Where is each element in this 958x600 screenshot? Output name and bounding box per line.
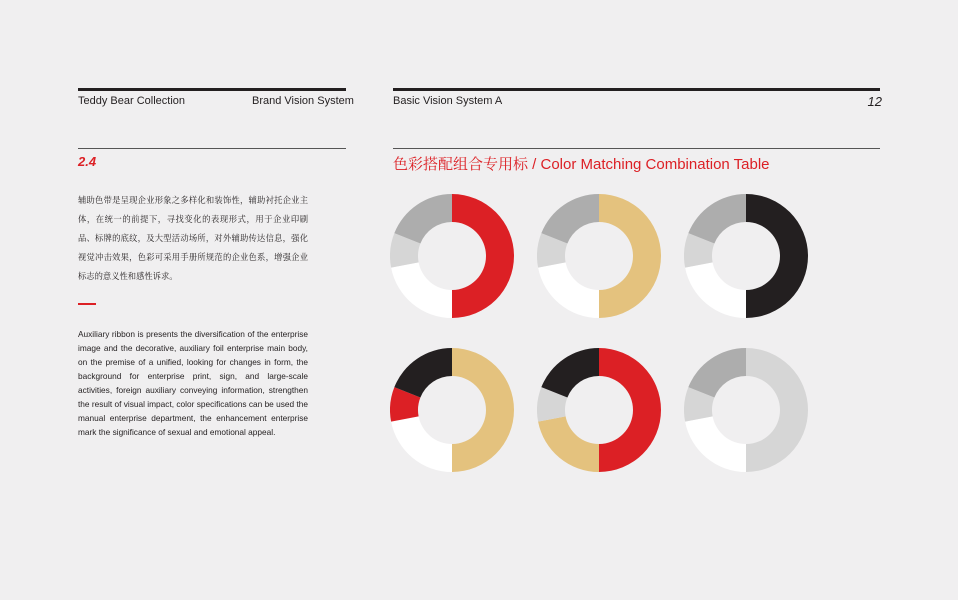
- donut-6-slice-white: [685, 416, 746, 472]
- donut-5-slice-gold: [538, 416, 599, 472]
- donut-2: [537, 194, 661, 318]
- donut-4-slice-gold: [452, 348, 514, 472]
- page-number: 12: [867, 94, 882, 109]
- donut-6-slice-gray_light: [746, 348, 808, 472]
- donut-3-slice-gray_dark: [688, 194, 746, 243]
- donut-1: [390, 194, 514, 318]
- chinese-description: 辅助色带是呈现企业形象之多样化和装饰性，辅助衬托企业主体，在统一的前提下，寻找变化的表现形式，用于企业印刷品、标牌的底纹，及大型活动场所，对外辅助传达信息，强化视觉冲击效果，色彩可采用手册所规范的企业色系，增强企业标志的意义性和感性诉求。: [78, 195, 308, 281]
- section-rule-right: [393, 148, 880, 149]
- donut-1-slice-gray_dark: [394, 194, 452, 243]
- donut-4-slice-black: [394, 348, 452, 397]
- donut-2-slice-white: [538, 262, 599, 318]
- page-title: 色彩搭配组合专用标 / Color Matching Combination Table: [393, 156, 770, 173]
- basic-system-label: Basic Vision System A: [393, 95, 503, 107]
- red-divider: [78, 303, 96, 305]
- donut-4: [390, 348, 514, 472]
- donut-6-slice-gray_dark: [688, 348, 746, 397]
- collection-title: Teddy Bear Collection: [78, 95, 186, 107]
- donut-3: [684, 194, 808, 318]
- donut-2-slice-gold: [599, 194, 661, 318]
- english-description: Auxiliary ribbon is presents the diversification of the enterprise image and the decorative, auxiliary foil enterprise main body, on the premise of a unified, looking for changes in form, the background for enterprise print, sign, and large-scale activities, foreign auxiliary conveying information, strengthen the result of visual impact, color specifications can be used the manual enterprise department, the enhancement enterprise mark the significance of sexual and emotional appeal.: [78, 329, 308, 437]
- donut-5-slice-black: [541, 348, 599, 397]
- donut-2-slice-gray_dark: [541, 194, 599, 243]
- section-number: 2.4: [78, 154, 97, 169]
- donut-1-slice-white: [391, 262, 452, 318]
- donut-4-slice-white: [391, 416, 452, 472]
- brand-system-label: Brand Vision System: [252, 95, 354, 107]
- donut-3-slice-black: [746, 194, 808, 318]
- section-rule-left: [78, 148, 346, 149]
- donut-6: [684, 348, 808, 472]
- donut-1-slice-red: [452, 194, 514, 318]
- donut-5-slice-red: [599, 348, 661, 472]
- header-rule-right: [393, 88, 880, 91]
- color-combination-grid: [388, 190, 820, 480]
- header-rule-left: [78, 88, 346, 91]
- donut-5: [537, 348, 661, 472]
- donut-3-slice-white: [685, 262, 746, 318]
